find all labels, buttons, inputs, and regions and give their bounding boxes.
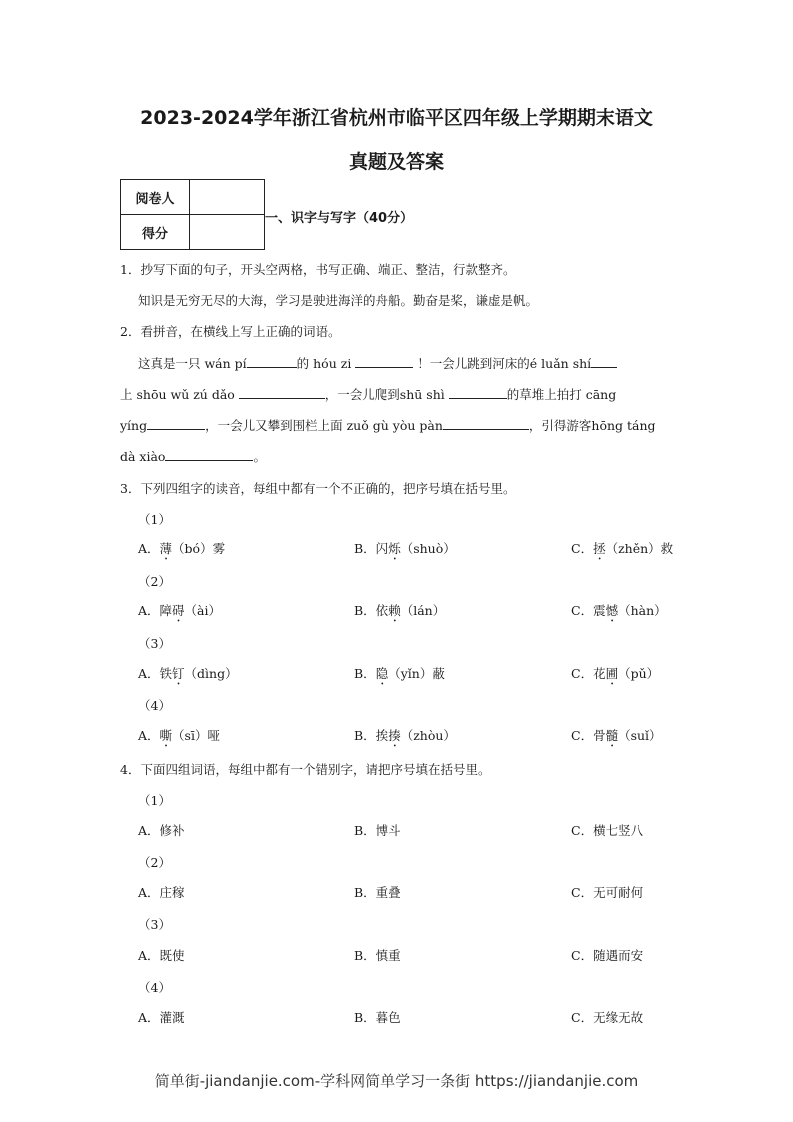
dotted-char: 圃 bbox=[605, 666, 619, 681]
q2-pinyin-shouwuzudao: 上 shōu wǔ zú dǎo bbox=[120, 387, 235, 402]
q3-group-label: （2） bbox=[138, 574, 171, 589]
q2-pinyin-daxiao: dà xiào bbox=[120, 449, 166, 464]
q1-sentence: 知识是无穷无尽的大海，学习是驶进海洋的舟船。勤奋是桨，谦虚是帆。 bbox=[138, 293, 539, 308]
q4-g1-option-c[interactable]: C．横七竖八 bbox=[571, 823, 644, 838]
option-suffix: （pǔ） bbox=[618, 666, 660, 681]
option-prefix: B． bbox=[354, 666, 376, 681]
q3-g4-option-a[interactable] bbox=[138, 726, 220, 750]
q2-pinyin-zuoguyoupan: ，一会儿又攀到围栏上面 zuǒ gù yòu pàn bbox=[205, 418, 443, 433]
q3-group-label: （4） bbox=[138, 698, 171, 713]
option-suffix: （dìng） bbox=[184, 666, 238, 681]
q3-group-label: （3） bbox=[138, 636, 171, 651]
q2-pinyin-wanpi: 这真是一只 wán pí bbox=[138, 356, 247, 371]
option-prefix: B．挨 bbox=[354, 728, 389, 743]
dotted-char: 憾 bbox=[605, 603, 619, 618]
q3-g1-option-a[interactable] bbox=[138, 539, 225, 563]
section-title: 一、识字与写字（40分） bbox=[265, 211, 414, 226]
q4-g3-option-c[interactable]: C．随遇而安 bbox=[571, 948, 644, 963]
answer-blank[interactable] bbox=[591, 355, 617, 368]
answer-blank[interactable] bbox=[449, 386, 507, 399]
q2-pinyin-shushi: ，一会儿爬到shū shì bbox=[324, 387, 445, 402]
dotted-char: 隐 bbox=[375, 666, 389, 681]
q4-g1-option-b[interactable]: B．博斗 bbox=[354, 823, 401, 838]
option-suffix: （yǐn）蔽 bbox=[388, 666, 445, 681]
q4-g2-option-a[interactable]: A．庄稼 bbox=[138, 885, 185, 900]
q3-g4-option-c[interactable] bbox=[571, 726, 662, 750]
option-prefix: A．障 bbox=[138, 603, 173, 618]
dotted-char: 薄 bbox=[159, 541, 173, 556]
q4-group-label: （3） bbox=[138, 917, 171, 932]
q4-stem: 4．下面四组词语，每组中都有一个错别字，请把序号填在括号里。 bbox=[120, 762, 491, 777]
option-prefix: C．骨 bbox=[571, 728, 606, 743]
option-suffix: （zhòu） bbox=[400, 728, 456, 743]
option-suffix: （hàn） bbox=[618, 603, 667, 618]
q3-g2-option-b[interactable] bbox=[354, 601, 445, 625]
page-footer-watermark: 简单街-jiandanjie.com-学科网简单学习一条街 https://jiandanjie.com bbox=[154, 1072, 639, 1090]
q4-g4-option-b[interactable]: B．暮色 bbox=[354, 1010, 401, 1025]
q2-stem: 2．看拼音，在横线上写上正确的词语。 bbox=[120, 324, 341, 339]
dotted-char: 嘶 bbox=[159, 728, 173, 743]
document-title-line2: 真题及答案 bbox=[348, 151, 444, 173]
q4-group-label: （1） bbox=[138, 793, 171, 808]
dotted-char: 拯 bbox=[593, 541, 606, 556]
q3-g1-option-c[interactable] bbox=[571, 539, 673, 563]
answer-blank[interactable] bbox=[247, 355, 297, 368]
dotted-char: 烁 bbox=[388, 541, 401, 556]
score-label: 得分 bbox=[121, 215, 190, 250]
option-prefix: C．震 bbox=[571, 603, 606, 618]
answer-blank[interactable] bbox=[355, 355, 413, 368]
q2-pinyin-cang: 的草堆上拍打 cāng bbox=[506, 387, 617, 402]
q4-g2-option-b[interactable]: B．重叠 bbox=[354, 885, 401, 900]
q4-g1-option-a[interactable]: A．修补 bbox=[138, 823, 185, 838]
dotted-char: 赖 bbox=[388, 603, 401, 618]
q3-g4-option-b[interactable] bbox=[354, 726, 456, 750]
score-table bbox=[120, 179, 265, 250]
option-suffix: （lán） bbox=[400, 603, 446, 618]
q4-g4-option-c[interactable]: C．无缘无故 bbox=[571, 1010, 644, 1025]
option-suffix: （suǐ） bbox=[618, 728, 662, 743]
option-prefix: B．闪 bbox=[354, 541, 389, 556]
option-prefix: C． bbox=[571, 541, 594, 556]
q3-g2-option-c[interactable] bbox=[571, 601, 667, 625]
q3-stem: 3．下列四组字的读音，每组中都有一个不正确的，把序号填在括号里。 bbox=[120, 481, 516, 496]
answer-blank[interactable] bbox=[165, 448, 253, 461]
dotted-char: 揍 bbox=[388, 728, 401, 743]
q2-line1 bbox=[138, 354, 617, 372]
q2-pinyin-eluanshi: ！一会儿跳到河床的é luǎn shí bbox=[417, 356, 592, 371]
answer-blank[interactable] bbox=[147, 417, 205, 430]
q4-group-label: （2） bbox=[138, 855, 171, 870]
option-prefix: A． bbox=[138, 728, 160, 743]
option-prefix: A． bbox=[138, 541, 160, 556]
q2-line3 bbox=[120, 416, 656, 434]
q3-g2-option-a[interactable] bbox=[138, 601, 221, 625]
reviewer-label: 阅卷人 bbox=[121, 180, 190, 215]
dotted-char: 钉 bbox=[172, 666, 185, 681]
option-suffix: （ài） bbox=[184, 603, 221, 618]
option-prefix: B．依 bbox=[354, 603, 389, 618]
option-prefix: C．花 bbox=[571, 666, 606, 681]
q4-g2-option-c[interactable]: C．无可耐何 bbox=[571, 885, 644, 900]
option-suffix: （shuò） bbox=[400, 541, 456, 556]
document-title-line1: 2023-2024学年浙江省杭州市临平区四年级上学期期末语文 bbox=[140, 107, 653, 129]
q4-g3-option-a[interactable]: A．既使 bbox=[138, 948, 185, 963]
q1-stem: 1．抄写下面的句子，开头空两格，书写正确、端正、整洁，行款整齐。 bbox=[120, 262, 516, 277]
q4-g3-option-b[interactable]: B．慎重 bbox=[354, 948, 401, 963]
answer-blank[interactable] bbox=[443, 417, 529, 430]
q3-g1-option-b[interactable] bbox=[354, 539, 456, 563]
reviewer-blank-cell bbox=[190, 180, 265, 215]
q2-line2 bbox=[120, 385, 616, 403]
dotted-char: 髓 bbox=[605, 728, 619, 743]
q4-group-label: （4） bbox=[138, 980, 171, 995]
q3-g3-option-c[interactable] bbox=[571, 664, 659, 688]
q2-pinyin-ying: yíng bbox=[120, 418, 148, 433]
q2-pinyin-hongtang: ，引得游客hōng táng bbox=[528, 418, 656, 433]
q2-pinyin-houzi: 的 hóu zi bbox=[296, 356, 352, 371]
q3-g3-option-b[interactable] bbox=[354, 664, 445, 688]
option-suffix: （sī）哑 bbox=[172, 728, 220, 743]
score-blank-cell bbox=[190, 215, 265, 250]
q3-group-label: （1） bbox=[138, 512, 171, 527]
q2-line4 bbox=[120, 447, 266, 465]
option-suffix: （bó）雾 bbox=[172, 541, 226, 556]
dotted-char: 碍 bbox=[172, 603, 185, 618]
q2-period: 。 bbox=[253, 449, 266, 464]
q4-g4-option-a[interactable]: A．灌溉 bbox=[138, 1010, 185, 1025]
option-prefix: A．铁 bbox=[138, 666, 173, 681]
answer-blank[interactable] bbox=[239, 386, 325, 399]
option-suffix: （zhěn）救 bbox=[605, 541, 674, 556]
q3-g3-option-a[interactable] bbox=[138, 664, 238, 688]
